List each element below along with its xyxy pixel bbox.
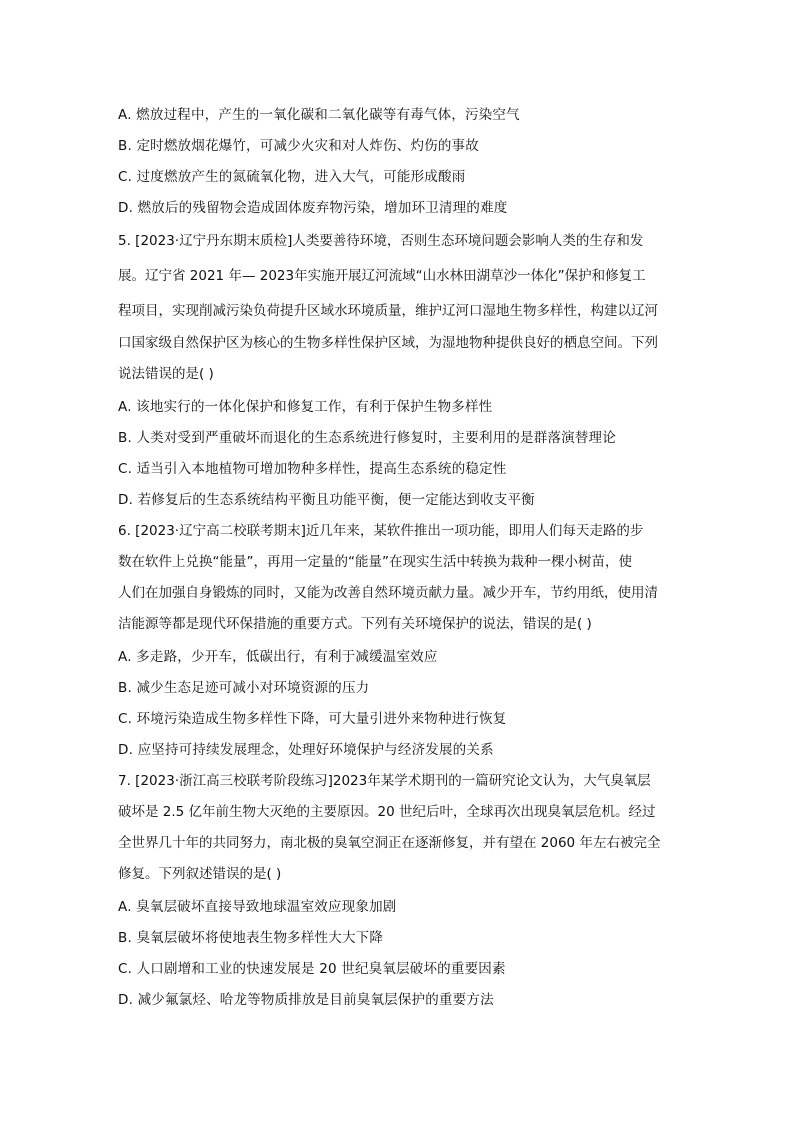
q4-option-a: A. 燃放过程中，产生的一氧化碳和二氧化碳等有毒气体，污染空气 bbox=[118, 107, 520, 123]
q7-stem-line-2: 破坏是 2.5 亿年前生物大灭绝的主要原因。20 世纪后叶，全球再次出现臭氧层危机。经过 bbox=[118, 804, 656, 820]
q6-stem-line-1: 6. [2023·辽宁高二校联考期末]近几年来，某软件推出一项功能，即用人们每天走路的步 bbox=[118, 523, 644, 539]
q5-option-d: D. 若修复后的生态系统结构平衡且功能平衡，便一定能达到收支平衡 bbox=[118, 492, 535, 508]
q5-option-c: C. 适当引入本地植物可增加物种多样性，提高生态系统的稳定性 bbox=[118, 461, 507, 477]
q5-stem-line-1: 5. [2023·辽宁丹东期末质检]人类要善待环境，否则生态环境问题会影响人类的生存和发 bbox=[118, 233, 644, 249]
q5-option-b: B. 人类对受到严重破坏而退化的生态系统进行修复时，主要利用的是群落演替理论 bbox=[118, 430, 616, 446]
q5-stem-line-2: 展。辽宁省 2021 年— 2023年实施开展辽河流域“山水林田湖草沙一体化”保护和修复工 bbox=[118, 268, 646, 284]
q7-stem-line-1: 7. [2023·浙江高三校联考阶段练习]2023年某学术期刊的一篇研究论文认为，大气臭氧层 bbox=[118, 773, 651, 789]
q7-option-c: C. 人口剧增和工业的快速发展是 20 世纪臭氧层破坏的重要因素 bbox=[118, 961, 506, 977]
q4-option-b: B. 定时燃放烟花爆竹，可减少火灾和对人炸伤、灼伤的事故 bbox=[118, 138, 479, 154]
q4-option-c: C. 过度燃放产生的氮硫氧化物，进入大气，可能形成酸雨 bbox=[118, 169, 466, 185]
q7-stem-line-4: 修复。下列叙述错误的是( ) bbox=[118, 866, 282, 882]
q6-option-c: C. 环境污染造成生物多样性下降，可大量引进外来物种进行恢复 bbox=[118, 711, 507, 727]
q6-stem-line-4: 洁能源等都是现代环保措施的重要方式。下列有关环境保护的说法，错误的是( ) bbox=[118, 616, 592, 632]
q6-option-b: B. 减少生态足迹可减小对环境资源的压力 bbox=[118, 680, 370, 696]
q5-stem-line-5: 说法错误的是( ) bbox=[118, 366, 214, 382]
q4-option-d: D. 燃放后的残留物会造成固体废弃物污染，增加环卫清理的难度 bbox=[118, 200, 508, 216]
q5-stem-line-3: 程项目，实现削减污染负荷提升区域水环境质量，维护辽河口湿地生物多样性，构建以辽河 bbox=[118, 303, 658, 319]
q7-option-b: B. 臭氧层破坏将使地表生物多样性大大下降 bbox=[118, 930, 384, 946]
q7-stem-line-3: 全世界几十年的共同努力，南北极的臭氧空洞正在逐渐修复，并有望在 2060 年左右被完全 bbox=[118, 835, 661, 851]
q7-option-d: D. 减少氟氯烃、哈龙等物质排放是目前臭氧层保护的重要方法 bbox=[118, 992, 494, 1008]
q6-stem-line-3: 人们在加强自身锻炼的同时，又能为改善自然环境贡献力量。减少开车，节约用纸，使用清 bbox=[118, 585, 658, 601]
q5-option-a: A. 该地实行的一体化保护和修复工作，有利于保护生物多样性 bbox=[118, 399, 493, 415]
q7-option-a: A. 臭氧层破坏直接导致地球温室效应现象加剧 bbox=[118, 899, 397, 915]
q6-option-a: A. 多走路，少开车，低碳出行，有利于减缓温室效应 bbox=[118, 649, 438, 665]
q5-stem-line-4: 口国家级自然保护区为核心的生物多样性保护区域，为湿地物种提供良好的栖息空间。下列 bbox=[118, 335, 658, 351]
q6-option-d: D. 应坚持可持续发展理念，处理好环境保护与经济发展的关系 bbox=[118, 742, 494, 758]
q6-stem-line-2: 数在软件上兑换“能量”，再用一定量的“能量”在现实生活中转换为栽种一棵小树苗，使 bbox=[118, 554, 632, 570]
